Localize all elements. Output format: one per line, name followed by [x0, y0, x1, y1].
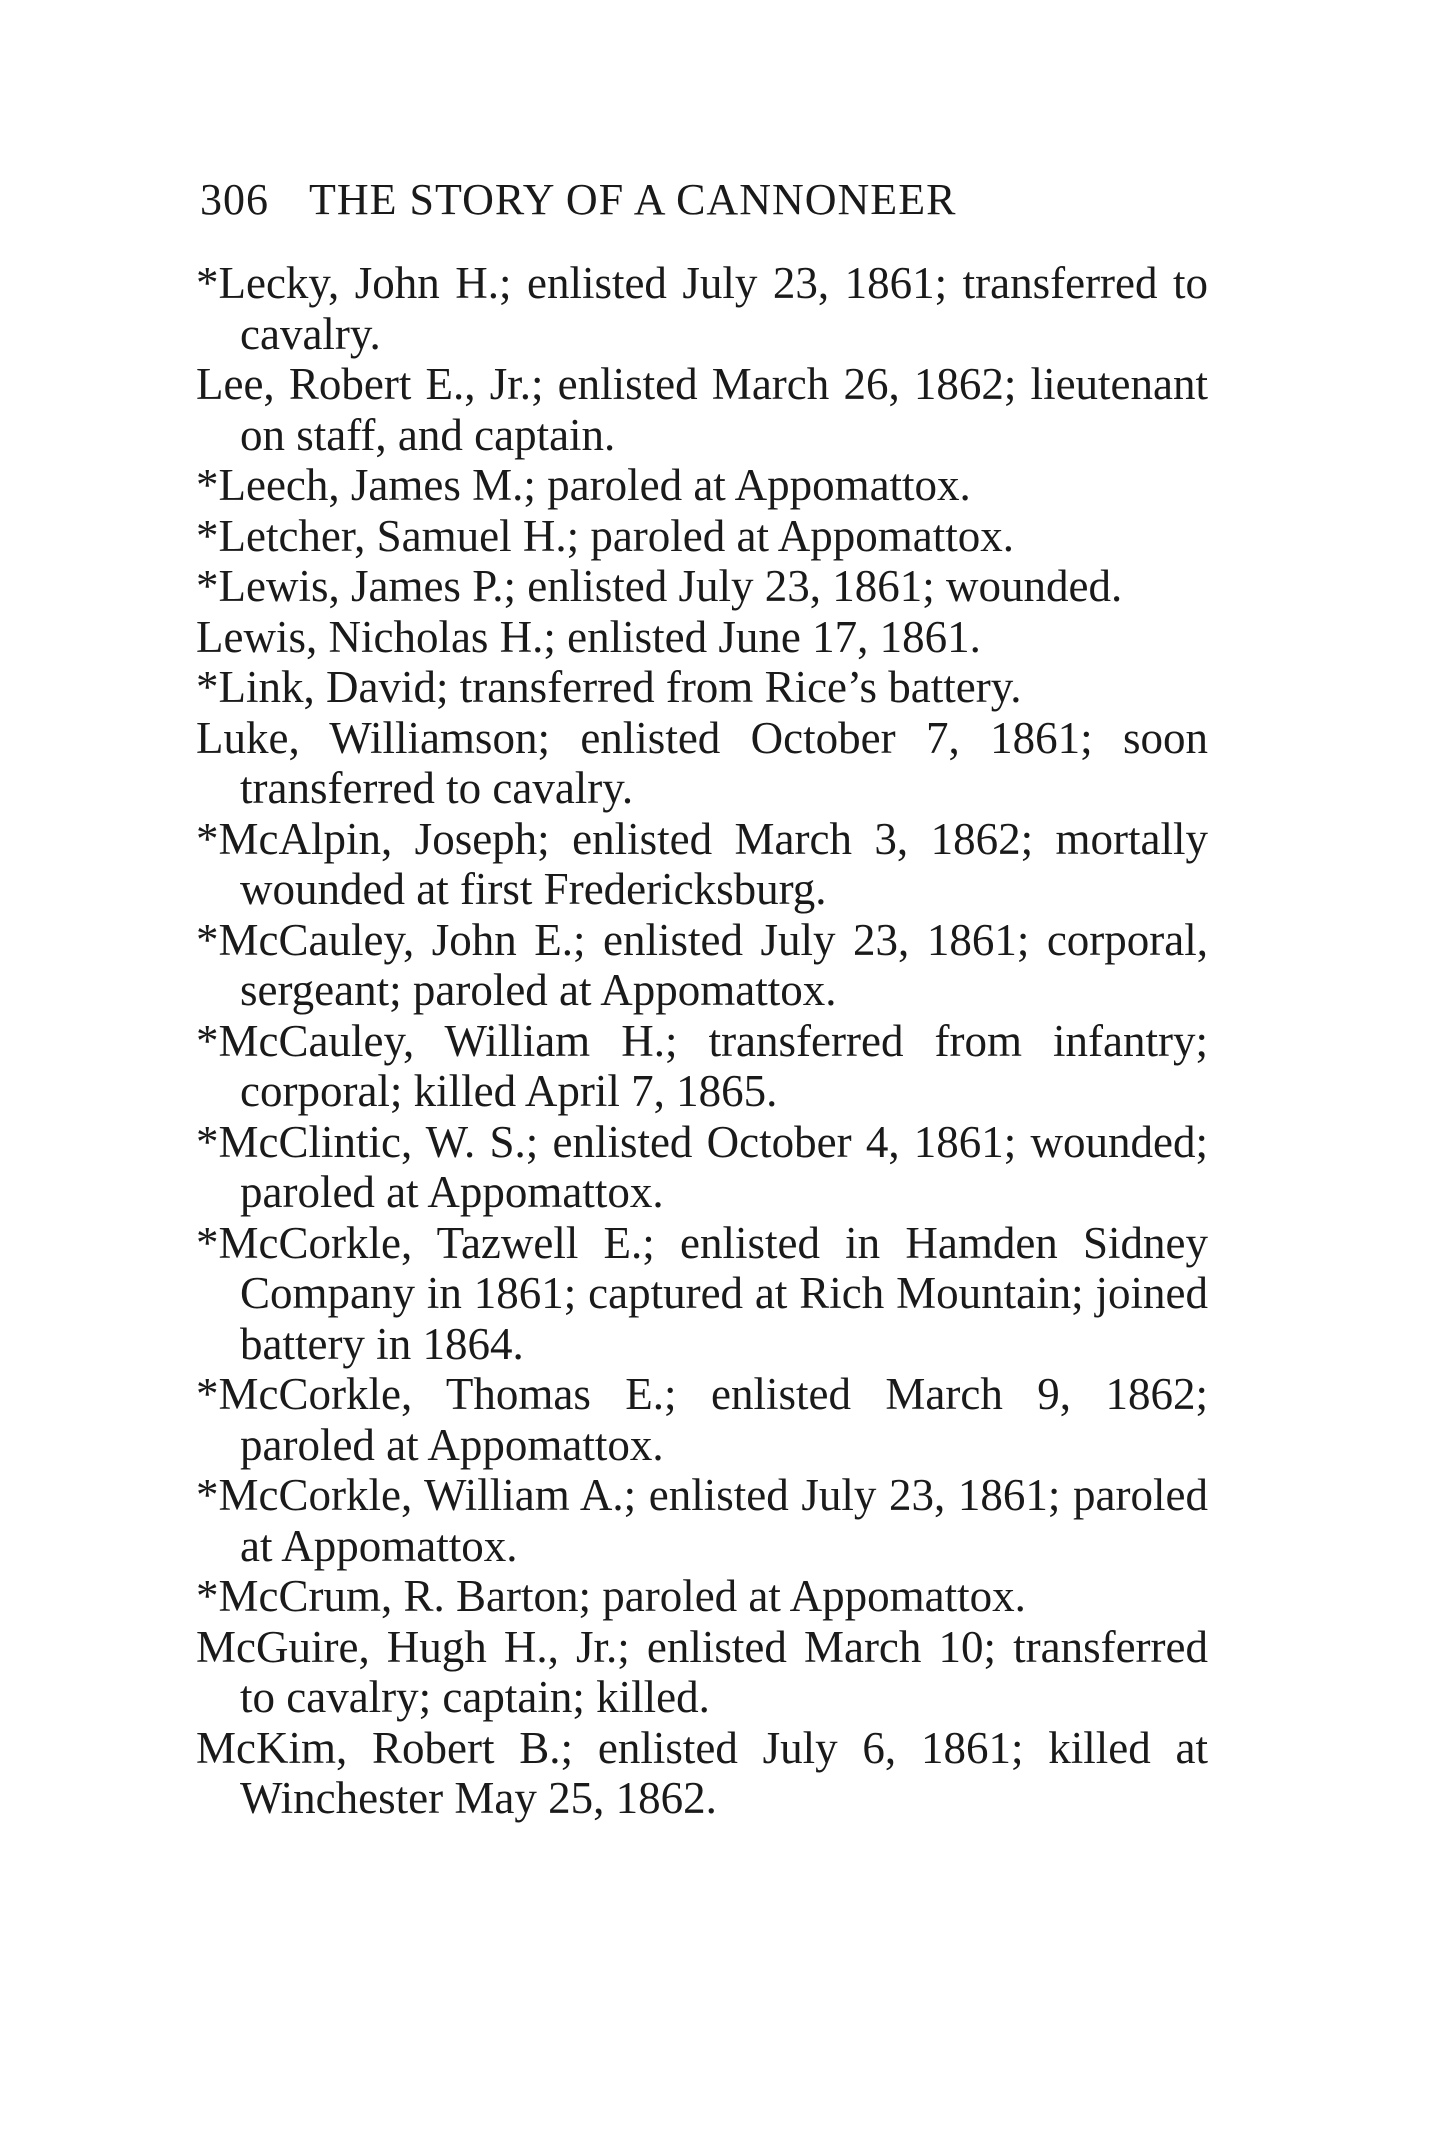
roster-entry: *McCorkle, Tazwell E.; enlisted in Hamden Sidney Company in 1861; captured at Rich Mountain; joined battery in 1864.: [196, 1217, 1208, 1369]
roster-entry: *McCrum, R. Barton; paroled at Appomattox.: [196, 1571, 1026, 1621]
running-head: [200, 172, 1210, 228]
roster-entry: *McCorkle, Thomas E.; enlisted March 9, 1862; paroled at Appomattox.: [196, 1369, 1208, 1470]
roster-entry: *McCauley, John E.; enlisted July 23, 1861; corporal, sergeant; paroled at Appomattox.: [196, 914, 1208, 1015]
page-number: 306: [200, 175, 269, 224]
roster-entry: *McAlpin, Joseph; enlisted March 3, 1862; mortally wounded at first Fredericksburg.: [196, 813, 1208, 914]
book-title: THE STORY OF A CANNONEER: [309, 175, 957, 224]
roster-entry: *Letcher, Samuel H.; paroled at Appomattox.: [196, 510, 1014, 561]
roster-entry: *McCauley, William H.; transferred from infantry; corporal; killed April 7, 1865.: [196, 1015, 1208, 1116]
roster-list: [196, 258, 1208, 1824]
roster-entry: *Link, David; transferred from Rice’s battery.: [196, 662, 1022, 712]
roster-entry: *McCorkle, William A.; enlisted July 23, 1861; paroled at Appomattox.: [196, 1470, 1208, 1571]
roster-entry: McGuire, Hugh H., Jr.; enlisted March 10; transferred to cavalry; captain; killed.: [196, 1621, 1208, 1722]
roster-entry: *Leech, James M.; paroled at Appomattox.: [196, 460, 971, 510]
roster-entry: Lee, Robert E., Jr.; enlisted March 26, 1862; lieutenant on staff, and captain.: [196, 359, 1208, 460]
roster-entry: *Lecky, John H.; enlisted July 23, 1861; transferred to cavalry.: [196, 258, 1208, 359]
roster-entry: Lewis, Nicholas H.; enlisted June 17, 1861.: [196, 611, 981, 662]
roster-entry: Luke, Williamson; enlisted October 7, 1861; soon transferred to cavalry.: [196, 712, 1208, 813]
roster-entry: McKim, Robert B.; enlisted July 6, 1861; killed at Winchester May 25, 1862.: [196, 1722, 1208, 1823]
roster-entry: *Lewis, James P.; enlisted July 23, 1861; wounded.: [196, 561, 1123, 611]
roster-entry: *McClintic, W. S.; enlisted October 4, 1861; wounded; paroled at Appomattox.: [196, 1116, 1208, 1217]
